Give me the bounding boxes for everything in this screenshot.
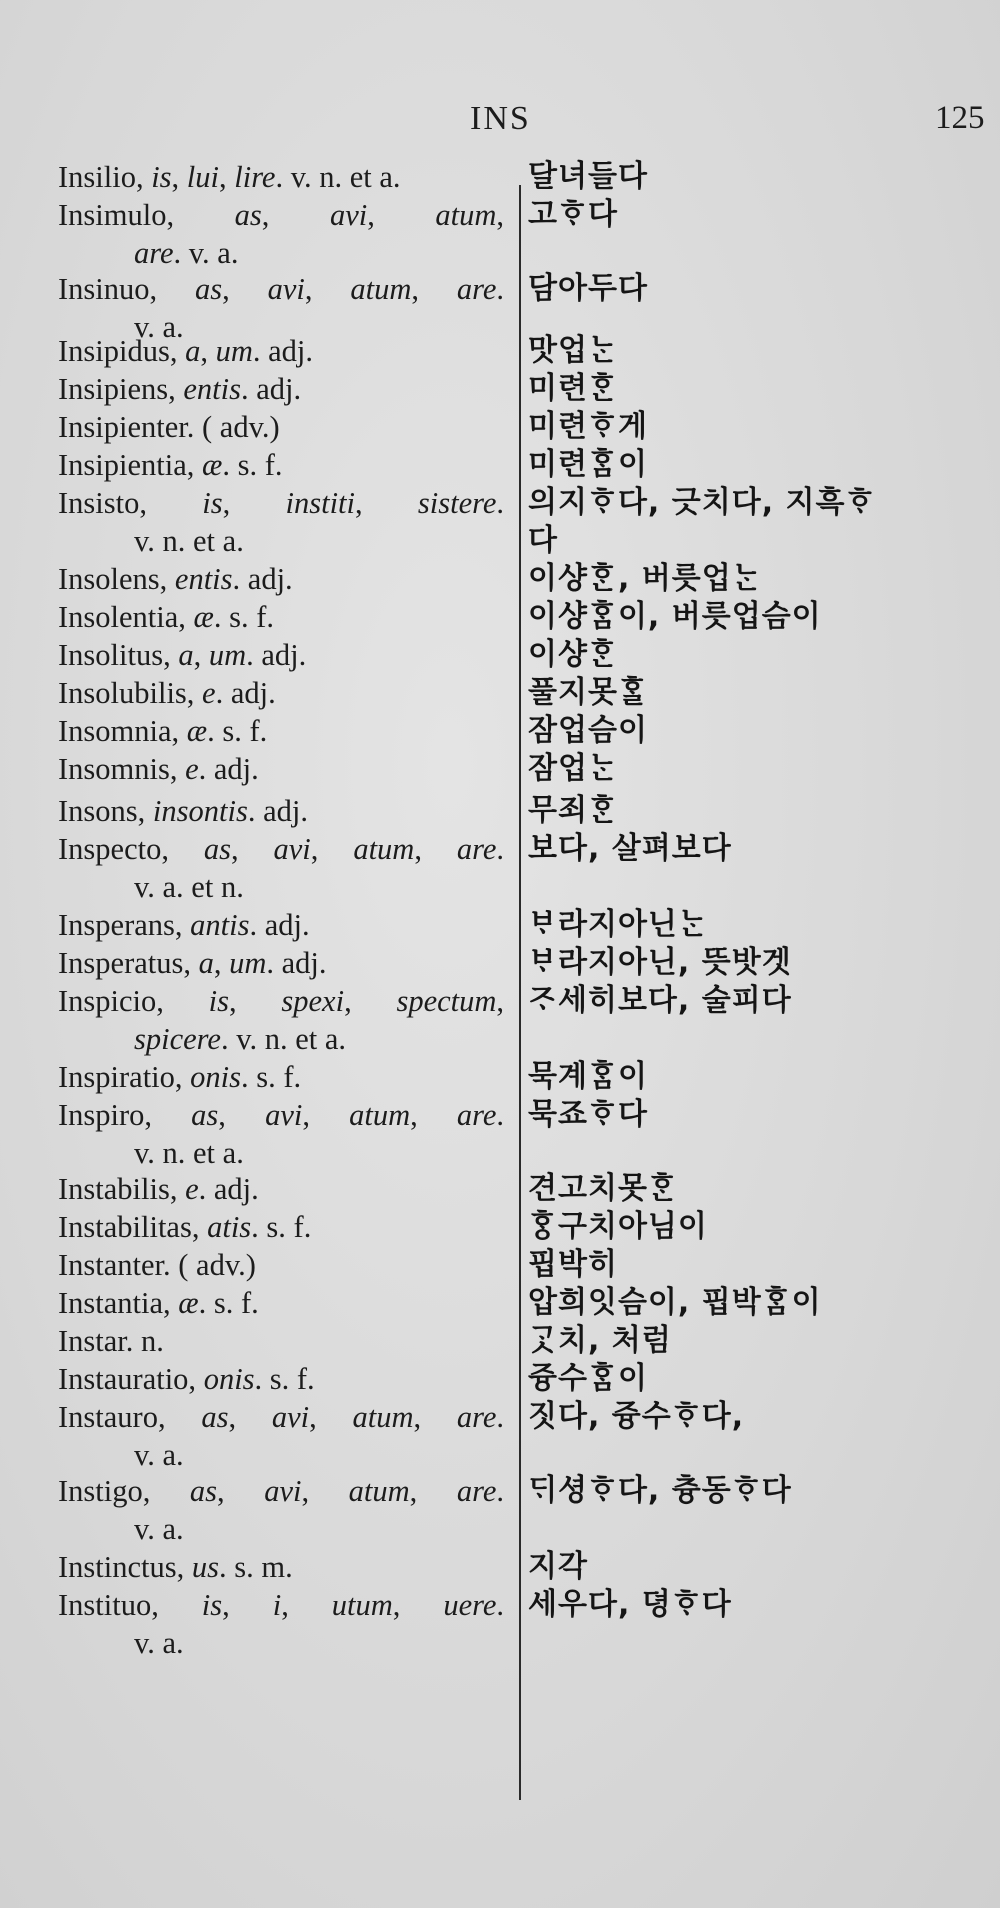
latin-headword: Insipiens, entis. adj. [58,372,302,406]
latin-headword: Instar. n. [58,1324,164,1358]
korean-gloss: ᄃᆡ셩ᄒᆞ다, 츙동ᄒᆞ다 [528,1473,792,1508]
korean-gloss: 견고치못ᄒᆞᆫ [528,1171,678,1206]
korean-gloss: 지각 [528,1549,588,1584]
latin-headword: Instabilis, e. adj. [58,1172,259,1206]
korean-gloss: 담아두다 [528,271,648,306]
latin-continuation: v. a. [134,1626,184,1660]
latin-headword: Insipienter. ( adv.) [58,410,280,444]
latin-headword: Instigo, as, avi, atum, are. [58,1474,505,1508]
latin-continuation: spicere. v. n. et a. [134,1022,347,1056]
latin-headword: Insolubilis, e. adj. [58,676,276,710]
korean-gloss: 압희잇슴이, 핍박ᄒᆞᆷ이 [528,1285,822,1320]
korean-gloss: 풀지못ᄒᆞᆯ [528,675,648,710]
korean-gloss: 보다, 살펴보다 [528,831,732,866]
latin-headword: Insons, insontis. adj. [58,794,308,828]
latin-continuation: v. n. et a. [134,524,244,558]
korean-gloss: 이샹ᄒᆞᆫ, 버릇업ᄂᆞᆫ [528,561,762,596]
latin-headword: Insinuo, as, avi, atum, are. [58,272,505,306]
korean-gloss: ᄀᆞᆺ치, 처럼 [528,1323,672,1358]
korean-gloss: ᄌᆞ세히보다, 술피다 [528,983,792,1018]
korean-gloss: 고ᄒᆞ다 [528,197,618,232]
latin-headword: Instabilitas, atis. s. f. [58,1210,312,1244]
latin-headword: Insperans, antis. adj. [58,908,310,942]
column-divider [519,185,521,1800]
latin-headword: Insomnia, æ. s. f. [58,714,268,748]
latin-headword: Instauratio, onis. s. f. [58,1362,315,1396]
latin-headword: Insipidus, a, um. adj. [58,334,314,368]
latin-headword: Instinctus, us. s. m. [58,1550,293,1584]
latin-headword: Insolitus, a, um. adj. [58,638,307,672]
korean-gloss: 잠업ᄂᆞᆫ [528,751,618,786]
korean-gloss: 잠업슴이 [528,713,648,748]
korean-gloss: 세우다, 뎡ᄒᆞ다 [528,1587,732,1622]
korean-gloss: 즁수ᄒᆞᆷ이 [528,1361,648,1396]
latin-headword: Insomnis, e. adj. [58,752,259,786]
latin-headword: Insipientia, æ. s. f. [58,448,283,482]
latin-continuation: v. a. [134,310,184,344]
latin-headword: Instituo, is, i, utum, uere. [58,1588,505,1622]
latin-headword: Insperatus, a, um. adj. [58,946,327,980]
korean-gloss: 무죄ᄒᆞᆫ [528,793,618,828]
korean-gloss: 미련ᄒᆞ게 [528,409,648,444]
latin-headword: Inspecto, as, avi, atum, are. [58,832,504,866]
page-number: 125 [935,100,985,136]
latin-headword: Inspiratio, onis. s. f. [58,1060,302,1094]
latin-continuation: are. v. a. [134,236,239,270]
latin-continuation: v. a. et n. [134,870,244,904]
latin-continuation: v. a. [134,1512,184,1546]
korean-gloss: 묵죠ᄒᆞ다 [528,1097,648,1132]
korean-gloss: 짓다, 즁수ᄒᆞ다, [528,1399,745,1434]
latin-headword: Insolens, entis. adj. [58,562,293,596]
korean-gloss: 미련ᄒᆞᆷ이 [528,447,648,482]
latin-headword: Insolentia, æ. s. f. [58,600,275,634]
latin-headword: Insilio, is, lui, lire. v. n. et a. [58,160,401,194]
korean-gloss: 달녀들다 [528,159,648,194]
latin-continuation: v. a. [134,1438,184,1472]
latin-headword: Instantia, æ. s. f. [58,1286,259,1320]
latin-headword: Inspiro, as, avi, atum, are. [58,1098,505,1132]
latin-headword: Instauro, as, avi, atum, are. [58,1400,504,1434]
korean-gloss: 묵계ᄒᆞᆷ이 [528,1059,648,1094]
korean-gloss: 미련ᄒᆞᆫ [528,371,618,406]
korean-gloss: 이샹ᄒᆞᆫ [528,637,618,672]
korean-gloss: 의지ᄒᆞ다, 긋치다, 지흑ᄒᆞ [528,485,876,520]
latin-headword: Insimulo, as, avi, atum, [58,198,505,232]
korean-gloss: 맛업ᄂᆞᆫ [528,333,618,368]
korean-gloss: 핍박히 [528,1247,618,1282]
korean-gloss: ᄒᆞᆼ구치아님이 [528,1209,708,1244]
latin-headword: Instanter. ( adv.) [58,1248,256,1282]
latin-continuation: v. n. et a. [134,1136,244,1170]
korean-gloss: ᄇᆞ라지아닌ᄂᆞᆫ [528,907,708,942]
korean-gloss: ᄇᆞ라지아닌, 뜻밧겟 [528,945,792,980]
latin-headword: Inspicio, is, spexi, spectum, [58,984,505,1018]
korean-gloss: 이샹ᄒᆞᆷ이, 버릇업슴이 [528,599,822,634]
korean-gloss-continuation: 다 [528,523,558,558]
latin-headword: Insisto, is, institi, sistere. [58,486,505,520]
running-header: INS [470,100,531,137]
